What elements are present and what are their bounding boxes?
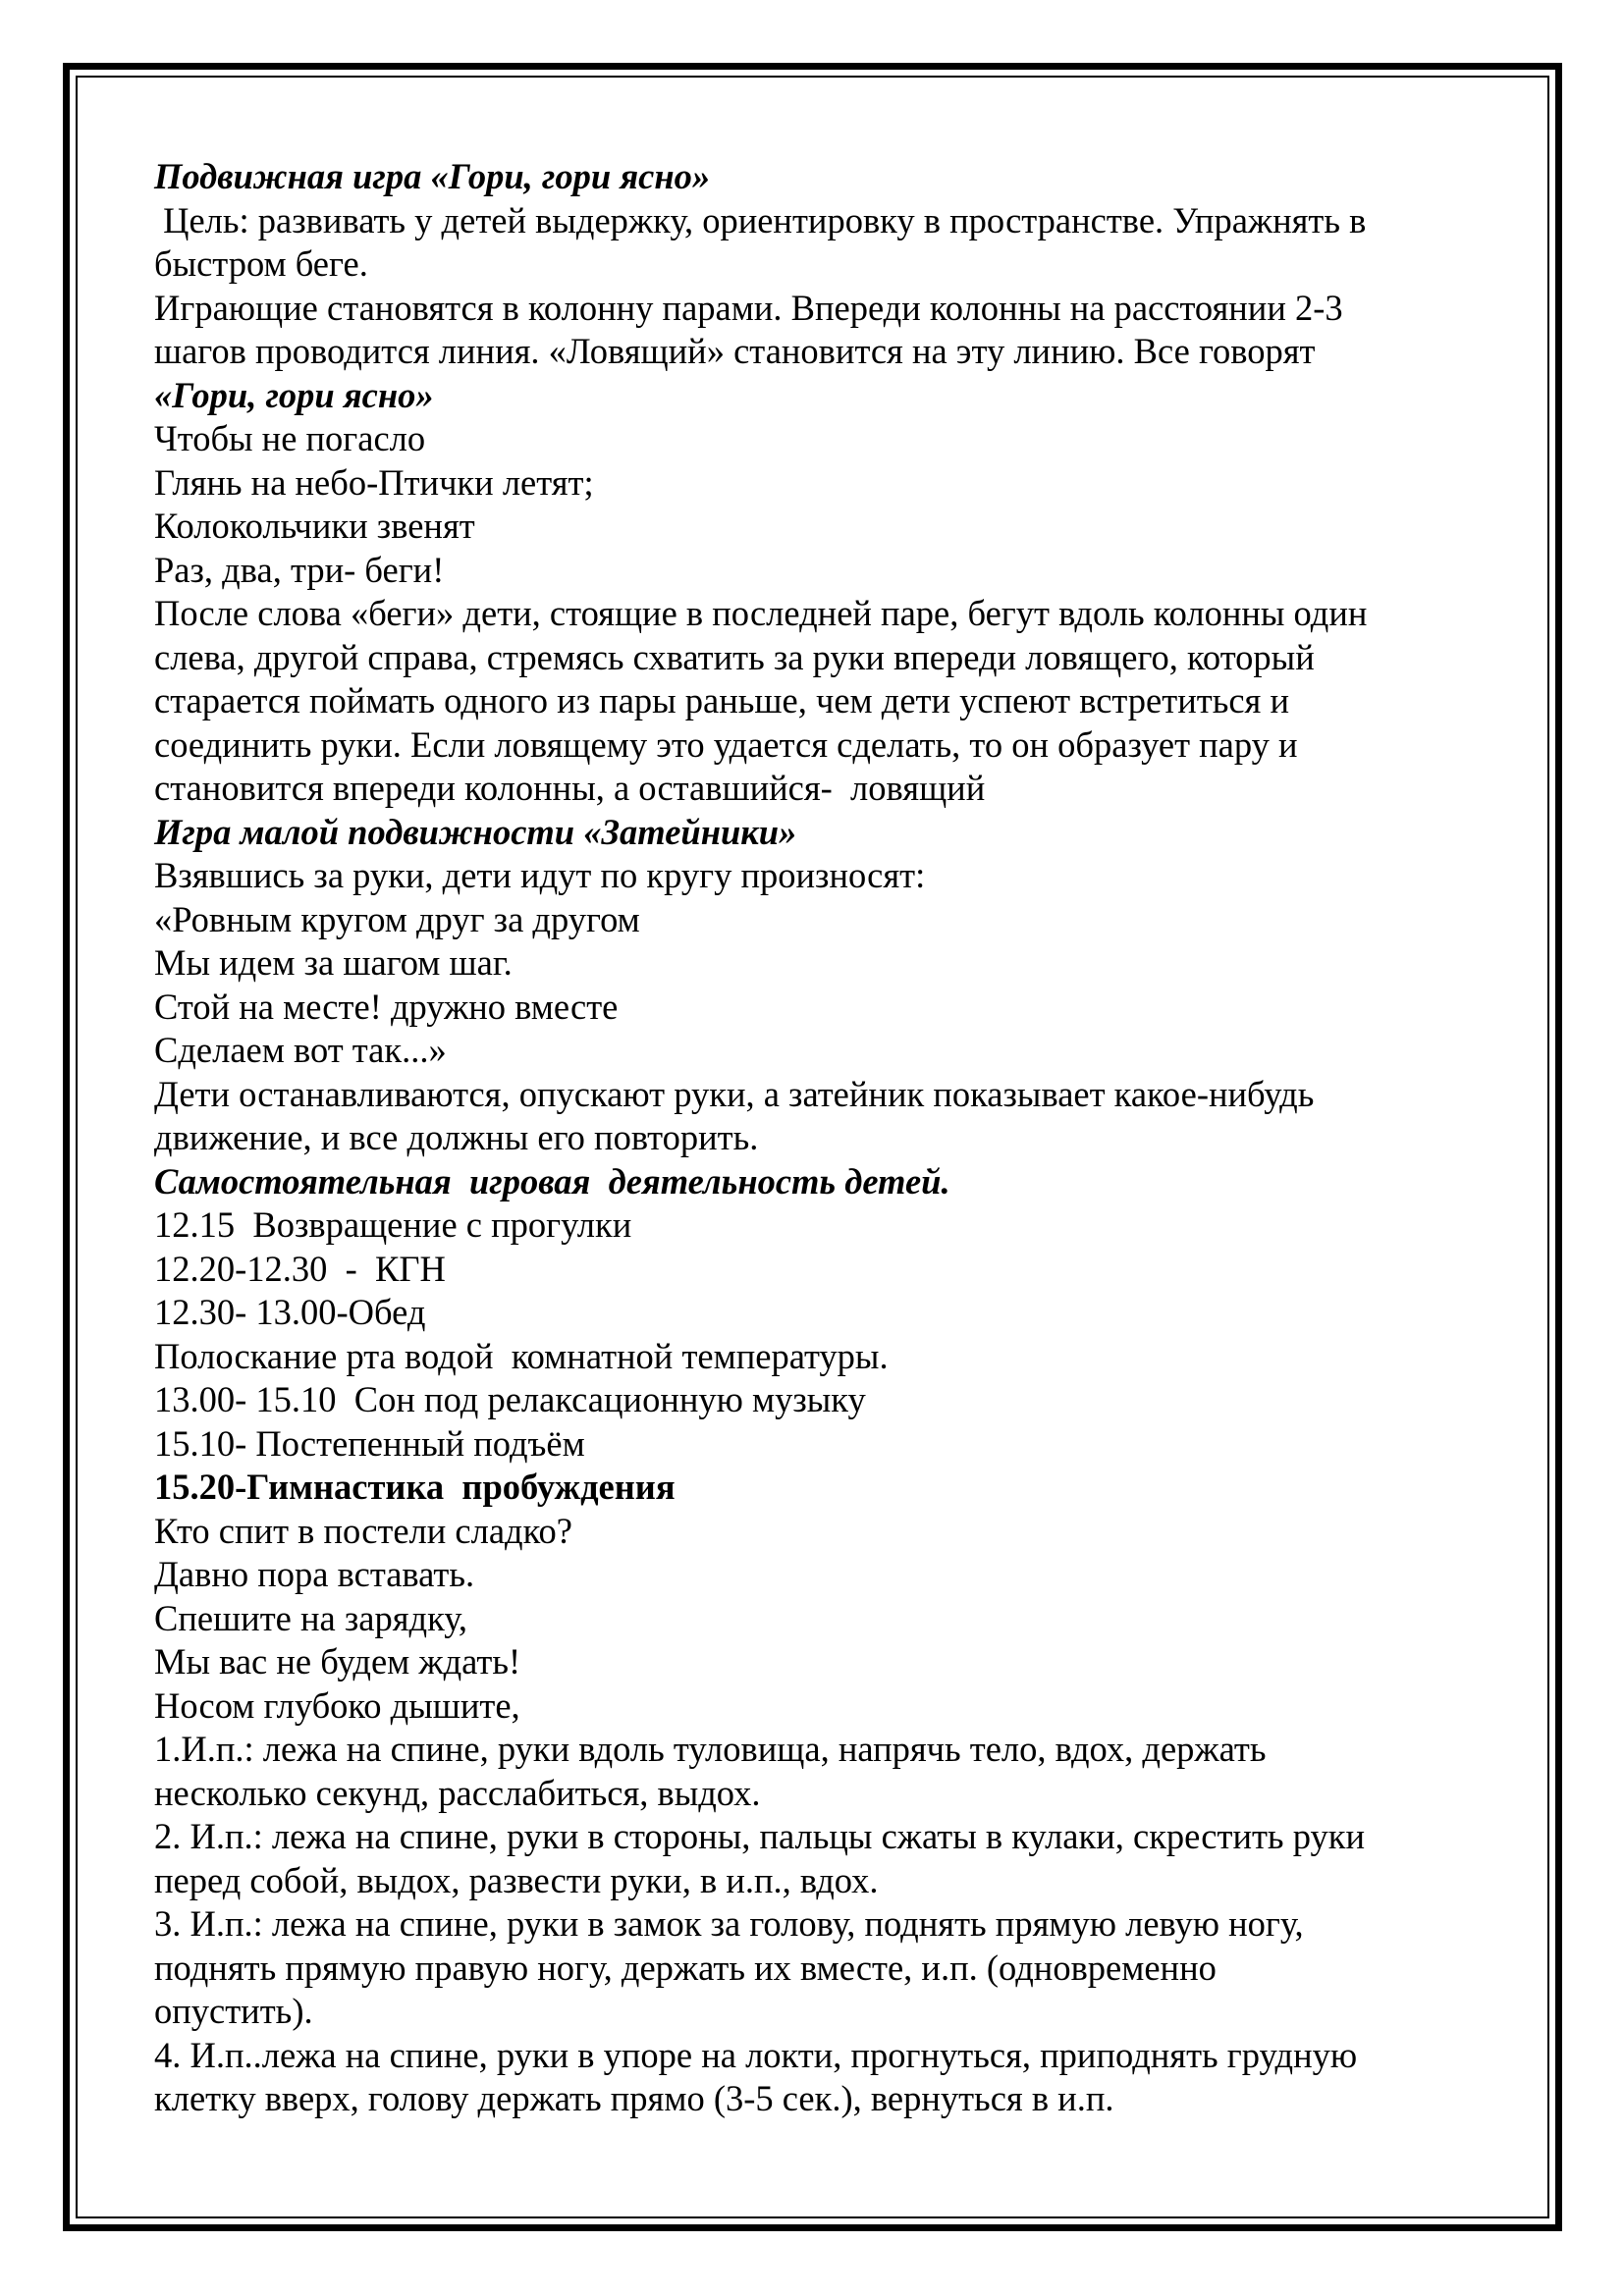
text-line: Глянь на небо-Птички летят;: [154, 461, 594, 503]
text-line: Стой на месте! дружно вместе: [154, 986, 619, 1027]
text-line: становится впереди колонны, а оставшийся- ловящий: [154, 768, 986, 808]
text-line: Дети останавливаются, опускают руки, а затейник показывает какое-нибудь: [154, 1073, 1315, 1114]
text-line: старается поймать одного из пары раньше, чем дети успеют встретиться и: [154, 680, 1289, 721]
text-line: быстром беге.: [154, 243, 368, 284]
text-line: перед собой, выдох, развести руки, в и.п., вдох.: [154, 1859, 879, 1900]
text-line: Взявшись за руки, дети идут по кругу произносят:: [154, 855, 926, 895]
text-line: Раз, два, три- беги!: [154, 549, 445, 590]
document-body: [154, 155, 1470, 2121]
text-line: поднять прямую правую ногу, держать их вместе, и.п. (одновременно: [154, 1947, 1217, 1988]
text-line: опустить).: [154, 1991, 313, 2031]
text-line: соединить руки. Если ловящему это удается сделать, то он образует пару и: [154, 723, 1298, 765]
text-line: Чтобы не погасло: [154, 418, 426, 458]
text-line: 12.15 Возвращение с прогулки: [154, 1204, 632, 1245]
text-line: 12.20-12.30 - КГН: [154, 1248, 446, 1289]
text-line: Мы вас не будем ждать!: [154, 1641, 521, 1682]
heading-line: 15.20-Гимнастика пробуждения: [154, 1467, 676, 1507]
text-line: 2. И.п.: лежа на спине, руки в стороны, пальцы сжаты в кулаки, скрестить руки: [154, 1816, 1365, 1856]
text-line: шагов проводится линия. «Ловящий» становится на эту линию. Все говорят: [154, 331, 1316, 371]
text-line: Колокольчики звенят: [154, 506, 475, 546]
text-line: 15.10- Постепенный подъём: [154, 1422, 585, 1464]
text-line: Цель: развивать у детей выдержку, ориентировку в пространстве. Упражнять в: [154, 199, 1367, 240]
text-line: Играющие становятся в колонну парами. Впереди колонны на расстоянии 2-3: [154, 287, 1343, 328]
text-line: слева, другой справа, стремясь схватить за руки впереди ловящего, который: [154, 636, 1315, 677]
text-line: Давно пора вставать.: [154, 1554, 475, 1594]
text-line: 1.И.п.: лежа на спине, руки вдоль туловища, напрячь тело, вдох, держать: [154, 1729, 1267, 1769]
text-line: 3. И.п.: лежа на спине, руки в замок за голову, поднять прямую левую ногу,: [154, 1903, 1304, 1944]
text-line: Полоскание рта водой комнатной температуры.: [154, 1335, 889, 1376]
text-line: несколько секунд, расслабиться, выдох.: [154, 1772, 761, 1813]
text-line: После слова «беги» дети, стоящие в последней паре, бегут вдоль колонны один: [154, 593, 1368, 633]
heading-line: «Гори, гори ясно»: [154, 374, 434, 415]
text-line: Носом глубоко дышите,: [154, 1684, 520, 1726]
text-line: Сделаем вот так...»: [154, 1030, 447, 1070]
text-line: 12.30- 13.00-Обед: [154, 1292, 426, 1332]
text-line: клетку вверх, голову держать прямо (3-5 сек.), вернуться в и.п.: [154, 2078, 1114, 2118]
text-line: 4. И.п..лежа на спине, руки в упоре на локти, прогнуться, приподнять грудную: [154, 2034, 1358, 2075]
heading-line: Игра малой подвижности «Затейники»: [154, 811, 797, 852]
text-line: 13.00- 15.10 Сон под релаксационную музыку: [154, 1379, 866, 1419]
heading-line: Подвижная игра «Гори, гори ясно»: [154, 156, 711, 196]
heading-line: Самостоятельная игровая деятельность детей.: [154, 1160, 950, 1201]
text-line: «Ровным кругом друг за другом: [154, 898, 640, 939]
text-line: Мы идем за шагом шаг.: [154, 942, 513, 983]
text-line: Кто спит в постели сладко?: [154, 1510, 572, 1551]
text-line: Спешите на зарядку,: [154, 1597, 468, 1638]
text-line: движение, и все должны его повторить.: [154, 1117, 759, 1157]
